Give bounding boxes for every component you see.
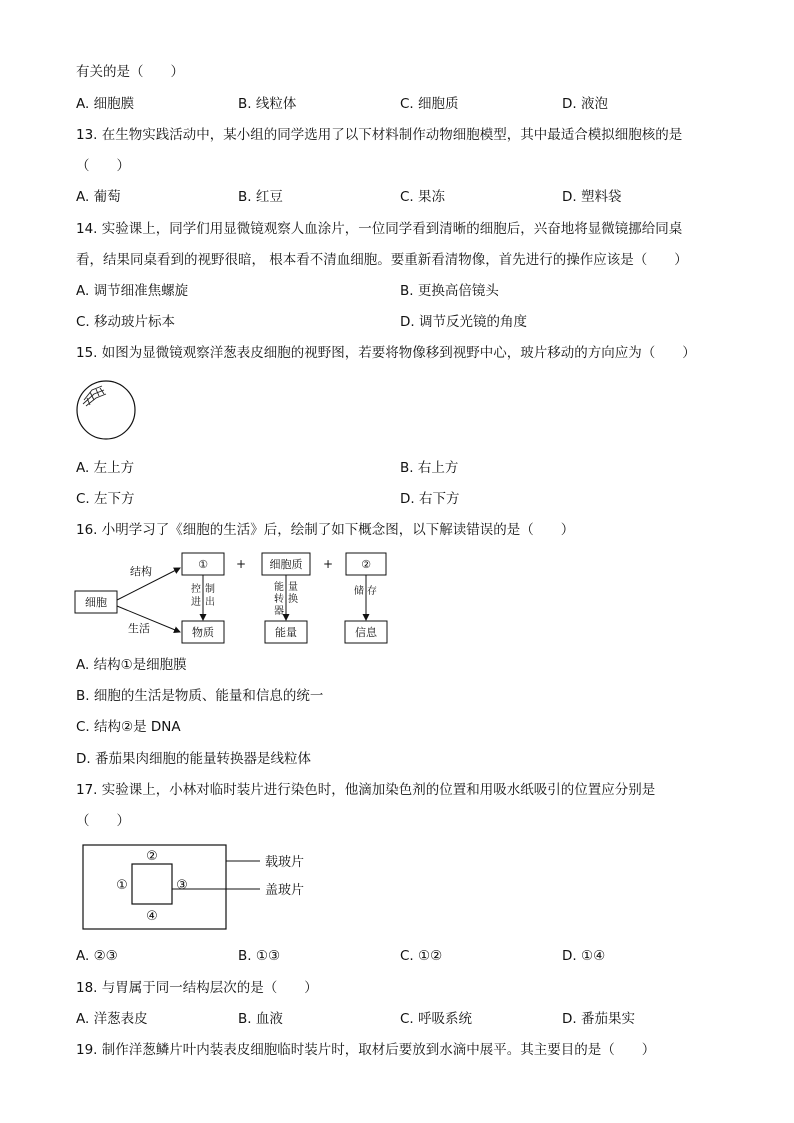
q17-option-d[interactable]: D. ①④	[562, 948, 606, 964]
position-4: ④	[146, 909, 158, 924]
q18-option-d[interactable]: D. 番茄果实	[562, 1011, 635, 1027]
energy-label: 能量	[275, 626, 297, 639]
q14-option-a[interactable]: A. 调节细准焦螺旋	[76, 283, 189, 299]
make-char-2: 出	[205, 597, 215, 608]
store-char-2: 存	[367, 586, 377, 597]
q18-option-c[interactable]: C. 呼吸系统	[400, 1011, 473, 1027]
q14-option-b[interactable]: B. 更换高倍镜头	[400, 283, 499, 299]
q13-option-b[interactable]: B. 红豆	[238, 189, 283, 205]
q15-option-b[interactable]: B. 右上方	[400, 460, 459, 476]
control-char-2: 进	[191, 597, 201, 608]
q17-option-c[interactable]: C. ①②	[400, 948, 443, 964]
position-3: ③	[176, 878, 188, 893]
q14-stem-line1: 14. 实验课上，同学们用显微镜观察人血涂片，一位同学看到清晰的细胞后，兴奋地将显微镜挪给同桌	[76, 221, 683, 237]
q17-option-b[interactable]: B. ①③	[238, 948, 281, 964]
q15-option-d[interactable]: D. 右下方	[400, 491, 460, 507]
q17-paren: （ ）	[76, 813, 130, 829]
plus-sign-2: +	[322, 557, 334, 571]
structure-label: 结构	[130, 565, 152, 578]
q14-option-d[interactable]: D. 调节反光镜的角度	[400, 314, 527, 330]
make-char-1: 制	[205, 584, 215, 595]
q12-option-b[interactable]: B. 线粒体	[238, 96, 297, 112]
cover-slip-square	[132, 864, 172, 904]
q18-option-b[interactable]: B. 血液	[238, 1011, 283, 1027]
q12-option-c[interactable]: C. 细胞质	[400, 96, 459, 112]
q13-stem: 13. 在生物实践活动中，某小组的同学选用了以下材料制作动物细胞模型，其中最适合模拟细胞核的是	[76, 127, 683, 143]
q18-stem: 18. 与胃属于同一结构层次的是（ ）	[76, 980, 318, 996]
q15-stem: 15. 如图为显微镜观察洋葱表皮细胞的视野图，若要将物像移到视野中心，玻片移动的方向应为（ ）	[76, 345, 696, 361]
q16-option-d[interactable]: D. 番茄果肉细胞的能量转换器是线粒体	[76, 751, 311, 767]
energy-conv-char-3: 器	[274, 606, 284, 617]
q16-option-b[interactable]: B. 细胞的生活是物质、能量和信息的统一	[76, 688, 324, 704]
cover-slip-label: 盖玻片	[265, 883, 305, 898]
q17-stem: 17. 实验课上，小林对临时装片进行染色时，他滴加染色剂的位置和用吸水纸吸引的位置应分别是	[76, 782, 656, 798]
control-char-1: 控	[191, 584, 201, 595]
amount-char-2: 换	[288, 594, 298, 605]
view-field-circle	[77, 381, 135, 439]
q12-stem-tail: 有关的是（ ）	[76, 64, 184, 80]
cell-label: 细胞	[85, 596, 107, 609]
energy-conv-char-1: 能	[274, 582, 284, 593]
structure-1-label: ①	[198, 558, 208, 571]
position-1: ①	[116, 878, 128, 893]
cell-concept-map	[70, 548, 400, 648]
q18-option-a[interactable]: A. 洋葱表皮	[76, 1011, 148, 1027]
info-label: 信息	[355, 626, 377, 639]
q13-paren: （ ）	[76, 158, 130, 174]
amount-char-1: 量	[288, 582, 298, 593]
q16-option-c[interactable]: C. 结构②是 DNA	[76, 719, 181, 735]
microscope-field-of-view-figure	[74, 378, 138, 442]
structure-2-label: ②	[361, 558, 371, 571]
matter-label: 物质	[192, 626, 214, 639]
q16-stem: 16. 小明学习了《细胞的生活》后，绘制了如下概念图，以下解读错误的是（ ）	[76, 522, 575, 538]
q19-stem: 19. 制作洋葱鳞片叶内装表皮细胞临时装片时，取材后要放到水滴中展平。其主要目的是（ ）	[76, 1042, 656, 1058]
slide-staining-figure	[82, 843, 322, 933]
position-2: ②	[146, 849, 158, 864]
q15-option-a[interactable]: A. 左上方	[76, 460, 135, 476]
q17-option-a[interactable]: A. ②③	[76, 948, 118, 964]
q13-option-d[interactable]: D. 塑料袋	[562, 189, 622, 205]
cytoplasm-label: 细胞质	[269, 558, 303, 571]
q14-option-c[interactable]: C. 移动玻片标本	[76, 314, 176, 330]
q12-option-d[interactable]: D. 液泡	[562, 96, 608, 112]
store-char-1: 储	[354, 586, 364, 597]
q13-option-c[interactable]: C. 果冻	[400, 189, 446, 205]
plus-sign-1: +	[235, 557, 247, 571]
life-label: 生活	[128, 622, 150, 635]
q13-option-a[interactable]: A. 葡萄	[76, 189, 121, 205]
q15-option-c[interactable]: C. 左下方	[76, 491, 135, 507]
q16-option-a[interactable]: A. 结构①是细胞膜	[76, 657, 187, 673]
q12-option-a[interactable]: A. 细胞膜	[76, 96, 135, 112]
q14-stem-line2: 看，结果同桌看到的视野很暗， 根本看不清血细胞。要重新看清物像，首先进行的操作应该是（ ）	[76, 252, 688, 268]
energy-conv-char-2: 转	[274, 594, 284, 605]
slide-label: 载玻片	[265, 855, 305, 870]
